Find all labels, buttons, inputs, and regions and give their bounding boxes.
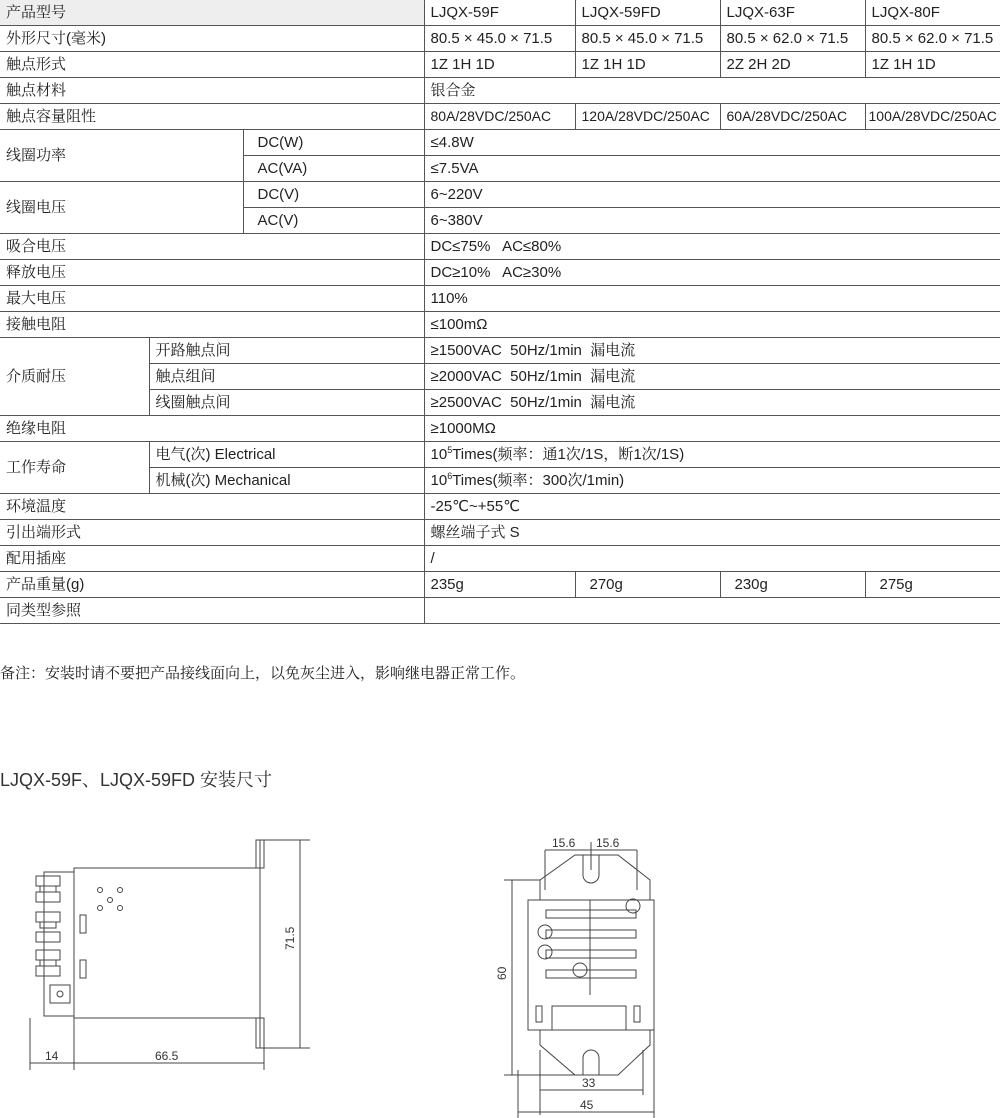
dim-front-15-6-right: 15.6 [596, 836, 620, 850]
dimensions-1: 80.5 × 45.0 × 71.5 [424, 26, 575, 52]
row-life-electrical [0, 442, 1000, 468]
contact-form-3: 2Z 2H 2D [720, 52, 865, 78]
weight-1: 235g [424, 572, 575, 598]
mechanical-base: 10 [430, 472, 448, 489]
contact-form-4: 1Z 1H 1D [865, 52, 1000, 78]
row-release-voltage [0, 260, 1000, 286]
release-voltage-value: DC≥10% AC≥30% [424, 260, 1000, 286]
row-insulation [0, 416, 1000, 442]
dimensions-4: 80.5 × 62.0 × 71.5 [865, 26, 1000, 52]
max-voltage-label: 最大电压 [0, 286, 424, 312]
contact-material-value: 银合金 [424, 78, 1000, 104]
insulation-label: 绝缘电阻 [0, 416, 424, 442]
row-contact-resistance [0, 312, 1000, 338]
dimensions-label: 外形尺寸(毫米) [0, 26, 424, 52]
contact-resistance-value: ≤100mΩ [424, 312, 1000, 338]
dimensions-3: 80.5 × 62.0 × 71.5 [720, 26, 865, 52]
equivalent-label: 同类型参照 [0, 598, 424, 624]
coil-voltage-label: 线圈电压 [0, 182, 243, 234]
dim-front-15-6-left: 15.6 [552, 836, 576, 850]
dimensions-2: 80.5 × 45.0 × 71.5 [575, 26, 720, 52]
equivalent-value [424, 598, 1000, 624]
electrical-exp: 5 [447, 445, 453, 455]
coil-voltage-ac-label: AC(V) [243, 208, 424, 234]
coil-power-dc-label: DC(W) [243, 130, 424, 156]
coil-voltage-ac-value: 6~380V [424, 208, 1000, 234]
dielectric-groups-value: ≥2000VAC 50Hz/1min 漏电流 [424, 364, 1000, 390]
release-voltage-label: 释放电压 [0, 260, 424, 286]
dielectric-label: 介质耐压 [0, 338, 149, 416]
model-2: LJQX-59FD [575, 0, 720, 26]
dielectric-open-value: ≥1500VAC 50Hz/1min 漏电流 [424, 338, 1000, 364]
dim-side-14: 14 [45, 1049, 59, 1063]
front-view [504, 842, 654, 1118]
pickup-voltage-value: DC≤75% AC≤80% [424, 234, 1000, 260]
dielectric-open-label: 开路触点间 [149, 338, 424, 364]
dim-front-60: 60 [495, 966, 509, 980]
contact-material-label: 触点材料 [0, 78, 424, 104]
note-text: 备注：安装时请不要把产品接线面向上，以免灰尘进入，影响继电器正常工作。 [0, 665, 526, 682]
row-dielectric-3 [0, 390, 1000, 416]
dim-front-45: 45 [580, 1098, 594, 1112]
model-1: LJQX-59F [424, 0, 575, 26]
row-ambient-temp [0, 494, 1000, 520]
coil-voltage-dc-label: DC(V) [243, 182, 424, 208]
dim-front-33: 33 [582, 1076, 596, 1090]
electrical-text: Times(频率：通1次/1S，断1次/1S) [452, 446, 685, 463]
weight-2: 270g [575, 572, 720, 598]
life-electrical-label: 电气(次) Electrical [149, 442, 424, 468]
row-pickup-voltage [0, 234, 1000, 260]
pickup-voltage-label: 吸合电压 [0, 234, 424, 260]
life-mechanical-label: 机械(次) Mechanical [149, 468, 424, 494]
weight-3: 230g [720, 572, 865, 598]
row-weight [0, 572, 1000, 598]
terminal-label: 引出端形式 [0, 520, 424, 546]
row-contact-material [0, 78, 1000, 104]
contact-form-label: 触点形式 [0, 52, 424, 78]
insulation-value: ≥1000MΩ [424, 416, 1000, 442]
dim-side-71-5: 71.5 [283, 926, 297, 950]
weight-4: 275g [865, 572, 1000, 598]
mechanical-text: Times(频率：300次/1min) [452, 472, 625, 489]
row-contact-capacity [0, 104, 1000, 130]
model-3: LJQX-63F [720, 0, 865, 26]
coil-power-dc-value: ≤4.8W [424, 130, 1000, 156]
row-terminal [0, 520, 1000, 546]
life-mechanical-value [424, 468, 1000, 494]
row-life-mechanical [0, 468, 1000, 494]
coil-power-ac-value: ≤7.5VA [424, 156, 1000, 182]
row-dielectric-1 [0, 338, 1000, 364]
row-socket [0, 546, 1000, 572]
row-model [0, 0, 1000, 26]
mechanical-exp: 6 [447, 471, 453, 481]
model-label: 产品型号 [0, 0, 424, 26]
contact-capacity-4: 100A/28VDC/250AC [865, 104, 1000, 130]
contact-capacity-2: 120A/28VDC/250AC [575, 104, 720, 130]
contact-form-1: 1Z 1H 1D [424, 52, 575, 78]
weight-label: 产品重量(g) [0, 572, 424, 598]
dielectric-coil-value: ≥2500VAC 50Hz/1min 漏电流 [424, 390, 1000, 416]
side-view [30, 840, 310, 1070]
socket-label: 配用插座 [0, 546, 424, 572]
coil-voltage-dc-value: 6~220V [424, 182, 1000, 208]
contact-capacity-3: 60A/28VDC/250AC [720, 104, 865, 130]
contact-resistance-label: 接触电阻 [0, 312, 424, 338]
row-dielectric-2 [0, 364, 1000, 390]
terminal-value: 螺丝端子式 S [424, 520, 1000, 546]
coil-power-label: 线圈功率 [0, 130, 243, 182]
model-4: LJQX-80F [865, 0, 1000, 26]
dim-side-66-5: 66.5 [155, 1049, 179, 1063]
contact-capacity-1: 80A/28VDC/250AC [424, 104, 575, 130]
dielectric-groups-label: 触点组间 [149, 364, 424, 390]
ambient-temp-label: 环境温度 [0, 494, 424, 520]
contact-form-2: 1Z 1H 1D [575, 52, 720, 78]
row-contact-form [0, 52, 1000, 78]
row-equivalent [0, 598, 1000, 624]
contact-capacity-label: 触点容量阻性 [0, 104, 424, 130]
life-label: 工作寿命 [0, 442, 149, 494]
dielectric-coil-label: 线圈触点间 [149, 390, 424, 416]
row-coil-power-dc [0, 130, 1000, 156]
install-dimension-drawing [0, 820, 1000, 1118]
row-coil-voltage-dc [0, 182, 1000, 208]
max-voltage-value: 110% [424, 286, 1000, 312]
life-electrical-value [424, 442, 1000, 468]
row-max-voltage [0, 286, 1000, 312]
electrical-base: 10 [430, 446, 448, 463]
section-title: LJQX-59F、LJQX-59FD 安装尺寸 [0, 770, 273, 790]
socket-value: / [424, 546, 1000, 572]
row-dimensions [0, 26, 1000, 52]
coil-power-ac-label: AC(VA) [243, 156, 424, 182]
ambient-temp-value: -25℃~+55℃ [424, 494, 1000, 520]
